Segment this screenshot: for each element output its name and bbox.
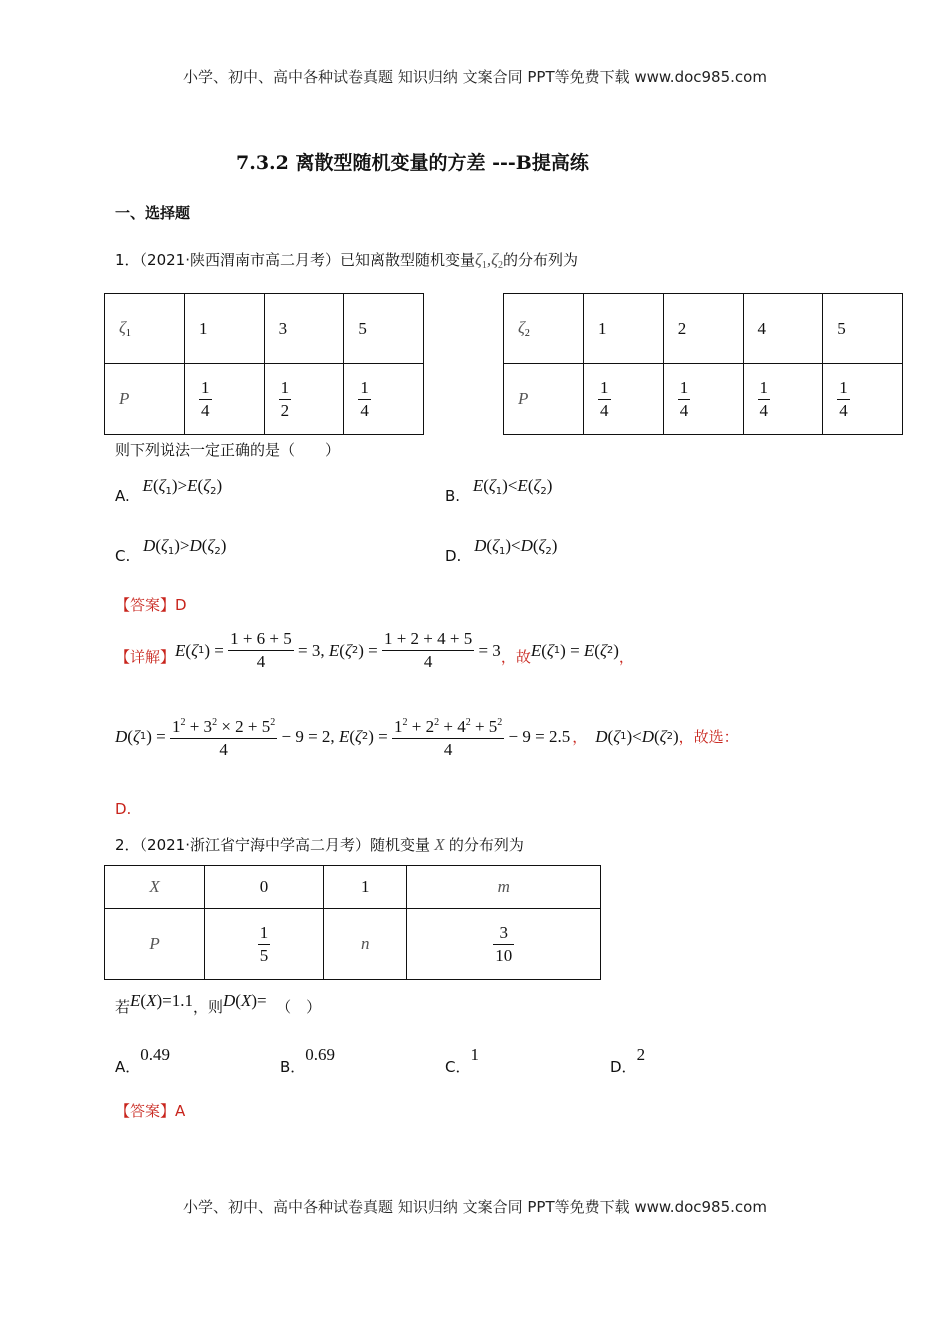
q2-table-value: 1 bbox=[323, 866, 407, 909]
q1-option-b[interactable]: B. $E(\zeta_1)<E(\zeta_2)$ bbox=[445, 476, 553, 505]
q2-option-d[interactable]: D．2 bbox=[610, 1045, 646, 1076]
section-heading: 一、选择题 bbox=[115, 204, 191, 222]
table2-value: 5 bbox=[823, 294, 903, 364]
page-header: 小学、初中、高中各种试卷真题 知识归纳 文案合同 PPT等免费下载 www.doc985.com bbox=[183, 68, 767, 86]
table1-prob: $\frac{1}{2}$ bbox=[264, 364, 344, 435]
table1-value: 5 bbox=[344, 294, 424, 364]
q1-detail-line2: D ( ζ 1 ) = $\frac{1^2 + 3^2 \times 2 + 5^2}{4}$ − 9 = 2, E ( ζ 2 ) = $\frac{1^2 + 2^2 + 4^2 + 5^2}{4}$ − 9 = 2.5 ， D ( ζ 1 )< D ( ζ 2 ) ，故选： bbox=[115, 712, 739, 761]
table2-prob: $\frac{1}{4}$ bbox=[823, 364, 903, 435]
q1-option-a[interactable]: A. $E(\zeta_1)>E(\zeta_2)$ bbox=[115, 476, 223, 505]
q2-table-prob: $\frac{3}{10}$ bbox=[407, 909, 601, 980]
table1-prob: $\frac{1}{4}$ bbox=[185, 364, 265, 435]
table1-var-cell: $\zeta_1$ bbox=[105, 294, 185, 364]
q2-answer: 【答案】A bbox=[115, 1102, 186, 1120]
q1-prompt: 则下列说法一定正确的是（ ） bbox=[115, 441, 341, 459]
table2-p-label: P bbox=[504, 364, 584, 435]
table2-prob: $\frac{1}{4}$ bbox=[584, 364, 664, 435]
table2-value: 1 bbox=[584, 294, 664, 364]
q2-table-p-label: P bbox=[105, 909, 205, 980]
table1-value: 3 bbox=[264, 294, 344, 364]
q1-detail-line1: 【详解】 E ( ζ 1 ) = $\frac{1 + 6 + 5}{4}$ = 3, E ( ζ 2 ) = $\frac{1 + 2 + 4 + 5}{4}$ = 3 ，故 E ( ζ 1 ) = E ( ζ 2 ) ， bbox=[115, 629, 634, 671]
q1-table-zeta1 bbox=[104, 293, 424, 435]
table2-value: 4 bbox=[743, 294, 823, 364]
q2-option-b[interactable]: B．0.69 bbox=[280, 1045, 336, 1076]
q2-table bbox=[104, 865, 601, 980]
q1-final: D. bbox=[115, 800, 132, 818]
q2-table-var: X bbox=[105, 866, 205, 909]
page-footer: 小学、初中、高中各种试卷真题 知识归纳 文案合同 PPT等免费下载 www.doc985.com bbox=[183, 1198, 767, 1216]
table1-p-label: P bbox=[105, 364, 185, 435]
table2-var-cell: $\zeta_2$ bbox=[504, 294, 584, 364]
q2-option-c[interactable]: C．1 bbox=[445, 1045, 479, 1076]
table2-prob: $\frac{1}{4}$ bbox=[743, 364, 823, 435]
table2-value: 2 bbox=[663, 294, 743, 364]
q1-option-d[interactable]: D. $D(\zeta_1)<D(\zeta_2)$ bbox=[445, 536, 558, 565]
table2-prob: $\frac{1}{4}$ bbox=[663, 364, 743, 435]
q2-option-a[interactable]: A．0.49 bbox=[115, 1045, 171, 1076]
table1-value: 1 bbox=[185, 294, 265, 364]
q1-option-c[interactable]: C. $D(\zeta_1)>D(\zeta_2)$ bbox=[115, 536, 227, 565]
q2-stem: 2．（2021·浙江省宁海中学高二月考）随机变量 X 的分布列为 bbox=[115, 835, 524, 854]
q1-stem: 1．（2021·陕西渭南市高二月考）已知离散型随机变量$\zeta_1,\zeta_2$的分布列为 bbox=[115, 250, 579, 271]
q2-table-prob: n bbox=[323, 909, 407, 980]
q1-answer: 【答案】D bbox=[115, 596, 187, 614]
q2-table-value: 0 bbox=[205, 866, 324, 909]
q2-table-prob: $\frac{1}{5}$ bbox=[205, 909, 324, 980]
page-title: 7.3.2 离散型随机变量的方差 ---B提高练 bbox=[236, 152, 589, 174]
table1-prob: $\frac{1}{4}$ bbox=[344, 364, 424, 435]
q1-table-zeta2 bbox=[503, 293, 903, 435]
q2-table-value: m bbox=[407, 866, 601, 909]
q2-condition: 若E(X)=1.1，则D(X)= （ ） bbox=[115, 991, 322, 1016]
